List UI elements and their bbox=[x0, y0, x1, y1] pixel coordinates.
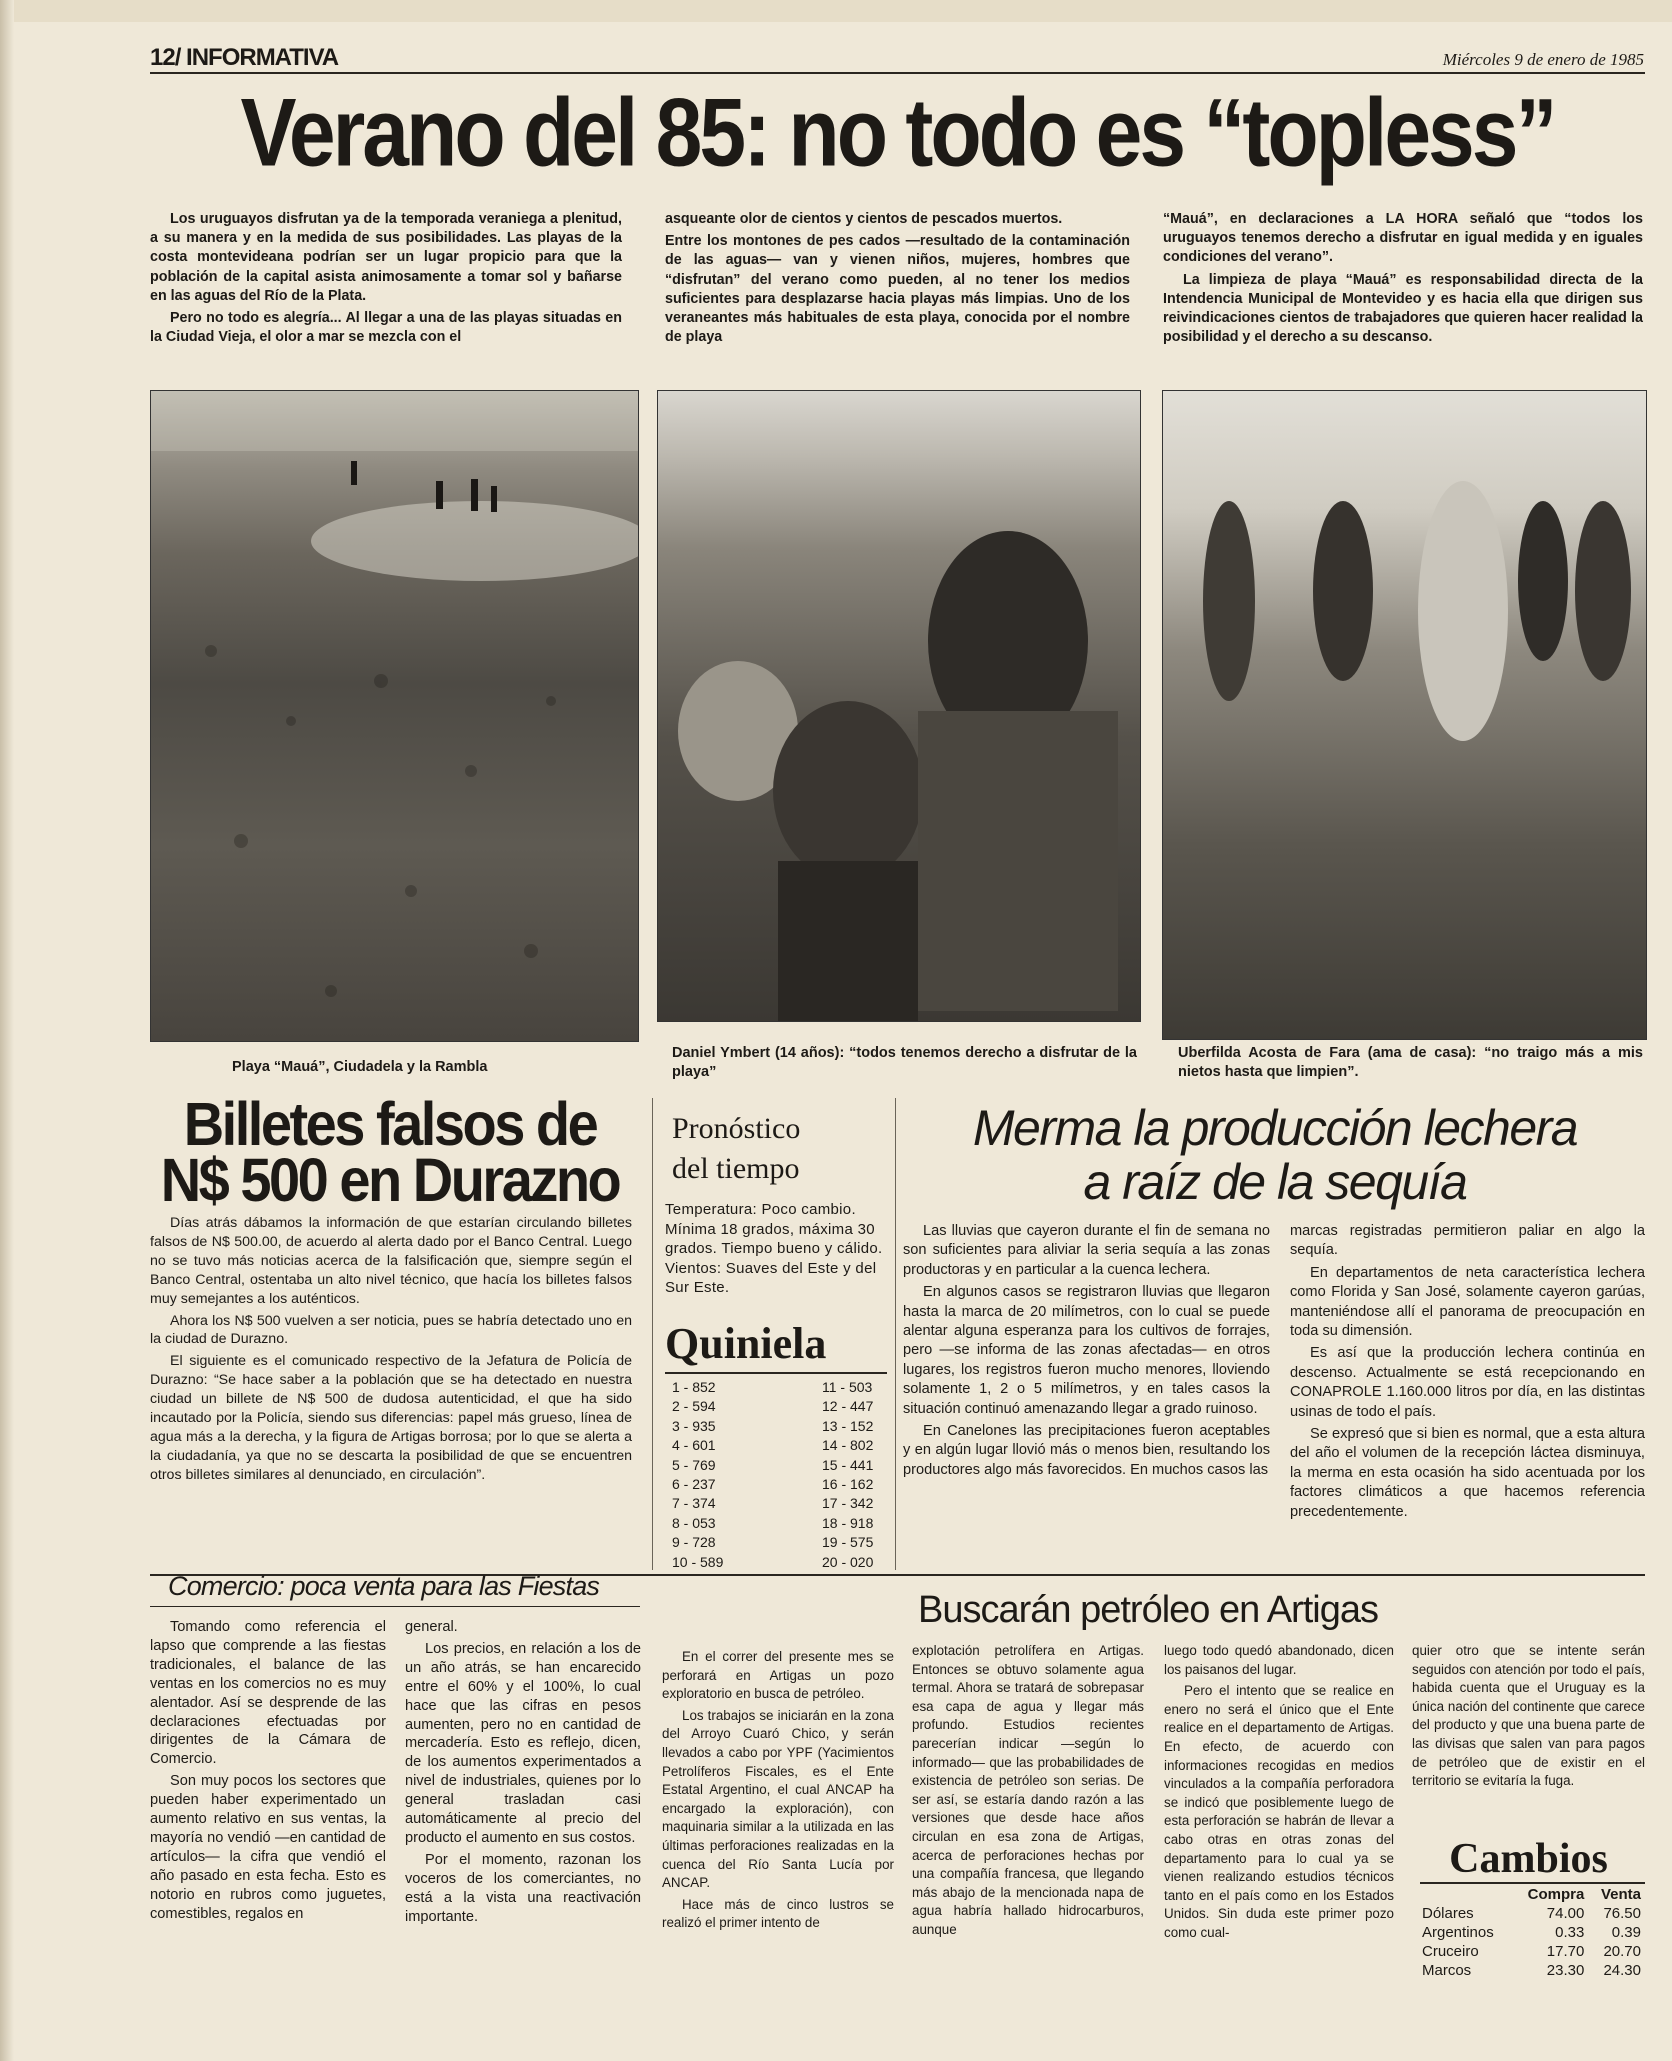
quiniela-number: 8 - 053 bbox=[672, 1514, 716, 1531]
cambios-title: Cambios bbox=[1449, 1836, 1608, 1882]
quiniela-number: 12 - 447 bbox=[822, 1398, 874, 1415]
paragraph: La limpieza de playa “Mauá” es responsabilidad directa de la Intendencia Municipal de Montevideo y es hacia ella que dirigen sus reivindicaciones cientos de trabajadores que quieren hacer realidad la posibilidad y el derecho a su descanso. bbox=[1163, 271, 1643, 346]
sell-rate: 20.70 bbox=[1603, 1943, 1641, 1960]
currency-name: Dólares bbox=[1422, 1905, 1474, 1922]
paragraph: Tomando como referencia el lapso que comprende a las fiestas tradicionales, el balance de las ventas en los comercios no es muy alentador. Así se desprende de las declaraciones efectuadas por dirigentes de la Cámara de Comercio. bbox=[150, 1619, 386, 1768]
paragraph: quier otro que se intente serán seguidos con atención por todo el país, habida cuenta que el Uruguay es la única nación del continente que carece del producto y que una buena parte de las divisas que salen van para pagos de petróleo que de existir en el territorio se evitaría la fuga. bbox=[1412, 1643, 1646, 1789]
billetes-body bbox=[150, 1214, 632, 1488]
photo-caption-beach: Playa “Mauá”, Ciudadela y la Rambla bbox=[232, 1059, 488, 1075]
paragraph: En departamentos de neta característica lechera como Florida y San José, solamente cayeron garúas, manteniéndose allí el panorama de preocupación en toda su dimensión. bbox=[1290, 1264, 1645, 1340]
quiniela-number: 20 - 020 bbox=[822, 1553, 874, 1570]
paragraph: Se expresó que si bien es normal, que a esta altura del año el volumen de la recepción láctea disminuya, la merma en esta ocasión ha sido acentuada por los factores climáticos a que hacemos referencia precedentemente. bbox=[1290, 1426, 1645, 1520]
paragraph: luego todo quedó abandonado, dicen los paisanos del lugar. bbox=[1164, 1643, 1394, 1677]
comercio-rule bbox=[150, 1606, 640, 1607]
paragraph: Ahora los N$ 500 vuelven a ser noticia, pues se habría detectado uno en la ciudad de Durazno. bbox=[150, 1312, 632, 1348]
paragraph: El siguiente es el comunicado respectivo de la Jefatura de Policía de Durazno: “Se hace saber a la población que se ha detectado en nuestra ciudad un billete de N$ 500 de dudosa autenticidad, el que ha sido incautado por la Policía, siendo sus diferencias: papel más grueso, línea de agua más a la derecha, y la figura de Artigas borrosa; por lo que se alerta a la ciudadanía, ya que no se descarta la posibilidad de que se encuentren otros billetes similares al denunciado, en circulación”. bbox=[150, 1353, 632, 1483]
lechera-headline-line1: Merma la producción lechera bbox=[972, 1100, 1578, 1156]
pronostico-title-line2: del tiempo bbox=[672, 1152, 800, 1185]
currency-name: Marcos bbox=[1422, 1962, 1472, 1979]
sell-rate: 0.39 bbox=[1611, 1924, 1641, 1941]
photo-caption-family: Uberfilda Acosta de Fara (ama de casa): “no traigo más a mis nietos hasta que limpien”. bbox=[1178, 1045, 1643, 1080]
quiniela-number: 16 - 162 bbox=[822, 1476, 874, 1493]
cambios-header-cell bbox=[1418, 1885, 1512, 1904]
cambios-header-cell: Venta bbox=[1600, 1886, 1641, 1903]
quiniela-number: 3 - 935 bbox=[672, 1417, 716, 1434]
sell-rate: 76.50 bbox=[1603, 1905, 1641, 1922]
paragraph: Pero el intento que se realice en enero no será el único que el Ente realice en el departamento de Artigas. En efecto, de acuerdo con informaciones recogidas en medios vinculados a la compañía perforadora se indicó que posiblemente luego de esta perforación se habrán de llevar a cabo otras en otras zonas del departamento para lo cual ya se vienen realizando estudios técnicos tanto en el país como en los Estados Unidos. Sin duda este primer pozo como cual- bbox=[1164, 1683, 1394, 1940]
quiniela-number: 17 - 342 bbox=[822, 1495, 874, 1512]
paragraph: Los trabajos se iniciarán en la zona del Arroyo Cuaró Chico, y serán llevados a cabo por YPF (Yacimientos Petrolíferos Fiscales, es el Ente Estatal Argentino, el cual ANCAP ha encargado la exploración), con maquinaria similar a la utilizada en las últimas perforaciones realizadas en la cuenca del Río Santa Lucía por ANCAP. bbox=[662, 1707, 894, 1891]
paragraph: Días atrás dábamos la información de que estarían circulando billetes falsos de N$ 500.00, de acuerdo al alerta dado por el Banco Central. Luego no se tuvo más noticias acerca de la falsificación que, siempre según el Banco Central, ostentaba un alto nivel técnico, que hacía los billetes falsos muy semejantes a los auténticos. bbox=[150, 1215, 632, 1307]
petroleo-col2 bbox=[912, 1642, 1144, 1943]
photo-caption-boys: Daniel Ymbert (14 años): “todos tenemos derecho a disfrutar de la playa” bbox=[672, 1045, 1137, 1080]
vertical-divider-left bbox=[652, 1098, 653, 1570]
quiniela-title: Quiniela bbox=[665, 1319, 827, 1368]
pronostico-text: Temperatura: Poco cambio. Mínima 18 grados, máxima 30 grados. Tiempo bueno y cálido. Vientos: Suaves del Este y del Sur Este. bbox=[665, 1201, 883, 1296]
paragraph: Los uruguayos disfrutan ya de la temporada veraniega a plenitud, a su manera y en la medida de sus posibilidades. Las playas de la costa montevideana podrían ser un lugar propicio para que la población de la capital asista animosamente a tomar sol y bañarse en las aguas del Río de la Plata. bbox=[150, 211, 622, 304]
buy-rate: 0.33 bbox=[1555, 1924, 1585, 1941]
vertical-divider-right bbox=[895, 1098, 896, 1570]
cambios-table bbox=[1418, 1885, 1645, 1980]
paragraph: Entre los montones de pes cados —resultado de la contaminación de las aguas— van y vienen niños, mujeres, hombres que “disfrutan” del verano como pueden, al no tener los medios suficientes para desplazarse hacia playas más limpias. Uno de los veraneantes más habituales de esta playa, conocida por el nombre de playa bbox=[665, 233, 1130, 346]
main-headline: Verano del 85: no todo es “topless” bbox=[240, 77, 1555, 187]
quiniela-right-list bbox=[822, 1378, 873, 1572]
quiniela-number: 1 - 852 bbox=[672, 1379, 716, 1395]
quiniela-number: 2 - 594 bbox=[672, 1398, 716, 1415]
page-edge bbox=[0, 0, 14, 2061]
family-photo-art bbox=[1163, 391, 1646, 1039]
comercio-col1 bbox=[150, 1618, 386, 1927]
cambios-header-row bbox=[1418, 1885, 1645, 1904]
beach-photo-art bbox=[151, 391, 638, 1041]
quiniela-number: 10 - 589 bbox=[672, 1553, 724, 1570]
boys-photo-art bbox=[658, 391, 1140, 1021]
quiniela-number: 14 - 802 bbox=[822, 1437, 874, 1454]
main-story-col2 bbox=[665, 210, 1130, 350]
quiniela-number: 6 - 237 bbox=[672, 1476, 716, 1493]
currency-name: Cruceiro bbox=[1422, 1943, 1479, 1960]
cambios-row bbox=[1418, 1961, 1645, 1980]
buy-rate: 17.70 bbox=[1546, 1943, 1585, 1960]
section-label: 12/ INFORMATIVA bbox=[150, 44, 339, 71]
cambios-row bbox=[1418, 1923, 1645, 1942]
cambios-row bbox=[1418, 1942, 1645, 1961]
main-story-col1 bbox=[150, 210, 622, 350]
family-photo bbox=[1162, 390, 1647, 1040]
top-margin-strip bbox=[0, 0, 1672, 22]
quiniela-number: 11 - 503 bbox=[822, 1379, 873, 1395]
paragraph: marcas registradas permitieron paliar en algo la sequía. bbox=[1290, 1223, 1645, 1259]
lechera-col1 bbox=[903, 1222, 1270, 1483]
buy-rate: 74.00 bbox=[1546, 1905, 1585, 1922]
lechera-col2 bbox=[1290, 1222, 1645, 1525]
quiniela-number: 15 - 441 bbox=[822, 1456, 874, 1473]
cambios-row bbox=[1418, 1904, 1645, 1923]
beach-photo bbox=[150, 390, 639, 1042]
paragraph: Hace más de cinco lustros se realizó el primer intento de bbox=[662, 1896, 894, 1931]
pronostico-title-line1: Pronóstico bbox=[672, 1112, 801, 1145]
issue-date: Miércoles 9 de enero de 1985 bbox=[1442, 50, 1644, 69]
paragraph: Son muy pocos los sectores que pueden haber experimentado un aumento relativo en sus ventas, la mayoría no vendió —en cantidad de artículos— la cifra que vendió el año pasado en esta fecha. Esto es notorio en rubros como juguetes, comestibles, regalos en bbox=[150, 1773, 386, 1922]
comercio-col2 bbox=[405, 1618, 641, 1930]
cambios-header-cell: Compra bbox=[1527, 1886, 1585, 1903]
paragraph: Es así que la producción lechera continúa en descenso. Actualmente se está recepcionando en CONAPROLE 1.160.000 litros por día, en las distintas usinas de todo el país. bbox=[1290, 1345, 1645, 1420]
main-story-col3 bbox=[1163, 210, 1643, 350]
paragraph: Por el momento, razonan los voceros de los comerciantes, no está a la vista una reactivación importante. bbox=[405, 1851, 641, 1925]
buy-rate: 23.30 bbox=[1546, 1962, 1585, 1979]
comercio-headline: Comercio: poca venta para las Fiestas bbox=[168, 1571, 600, 1601]
paragraph: En Canelones las precipitaciones fueron aceptables y en algún lugar llovió más o menos bien, resultando los productores algo más favorecidos. En muchos casos las bbox=[903, 1423, 1270, 1478]
boys-photo bbox=[657, 390, 1141, 1022]
quiniela-left-list bbox=[672, 1378, 723, 1572]
currency-name: Argentinos bbox=[1422, 1924, 1494, 1941]
paragraph: Las lluvias que cayeron durante el fin de semana no son suficientes para aliviar la seria sequía a las zonas productoras y en particular a la cuenca lechera. bbox=[903, 1223, 1270, 1278]
cambios-rule bbox=[1420, 1882, 1645, 1884]
quiniela-number: 9 - 728 bbox=[672, 1534, 716, 1551]
billetes-headline-line2: N$ 500 en Durazno bbox=[160, 1144, 620, 1215]
lechera-headline-line2: a raíz de la sequía bbox=[1083, 1154, 1467, 1210]
paragraph: general. bbox=[405, 1619, 458, 1635]
masthead-rule bbox=[150, 72, 1645, 74]
paragraph: En algunos casos se registraron lluvias que llegaron hasta la marca de 20 milímetros, con lo cual se puede alentar alguna esperanza para los cultivos de forrajes, pero —se informa de las zonas afectadas— en otros lugares, los registros fueron mucho menores, lloviendo solamente 1, 2 o 5 milímetros, y en tales casos la situación continuó amenazando llegar a grado ruinoso. bbox=[903, 1284, 1270, 1417]
billetes-headline-line1: Billetes falsos de bbox=[183, 1088, 597, 1159]
sell-rate: 24.30 bbox=[1603, 1962, 1641, 1979]
quiniela-number: 19 - 575 bbox=[822, 1534, 874, 1551]
paragraph: En el correr del presente mes se perforará en Artigas un pozo exploratorio en busca de petróleo. bbox=[662, 1649, 894, 1702]
paragraph: “Mauá”, en declaraciones a LA HORA señaló que “todos los uruguayos tenemos derecho a disfrutar en igual medida y en iguales condiciones del verano”. bbox=[1163, 211, 1643, 266]
petroleo-col1 bbox=[662, 1648, 894, 1936]
paragraph: Pero no todo es alegría... Al llegar a una de las playas situadas en la Ciudad Vieja, el olor a mar se mezcla con el bbox=[150, 310, 622, 346]
petroleo-headline: Buscarán petróleo en Artigas bbox=[918, 1589, 1378, 1631]
quiniela-number: 7 - 374 bbox=[672, 1495, 716, 1512]
quiniela-number: 4 - 601 bbox=[672, 1437, 716, 1454]
paragraph: Los precios, en relación a los de un año atrás, se han encarecido entre el 60% y el 100%, lo cual hace que las cifras en pesos aumenten, pero no en cantidad de mercadería. Esto es reflejo, dicen, de los aumentos experimentados a nivel de industriales, quienes por lo general trasladan casi automáticamente al precio del producto el aumento en sus costos. bbox=[405, 1640, 641, 1846]
paragraph: asqueante olor de cientos y cientos de pescados muertos. bbox=[665, 211, 1063, 227]
quiniela-rule bbox=[665, 1372, 887, 1374]
quiniela-number: 5 - 769 bbox=[672, 1456, 716, 1473]
petroleo-col4 bbox=[1412, 1642, 1645, 1794]
petroleo-col3 bbox=[1164, 1642, 1394, 1946]
quiniela-number: 13 - 152 bbox=[822, 1417, 874, 1434]
quiniela-number: 18 - 918 bbox=[822, 1514, 874, 1531]
paragraph: explotación petrolífera en Artigas. Entonces se obtuvo solamente agua termal. Ahora se tratará de sobrepasar esa capa de agua y llegar más profundo. Estudios recientes parecerían indicar —según lo informado— que las probabilidades de existencia de petróleo son serias. De ser así, se estaría dando razón a las versiones que desde hace años circulan en esa zona de Artigas, acerca de perforaciones hechas por una compañía francesa, que llegando más abajo de la mencionada napa de agua habría hallado hidrocarburos, aunque bbox=[912, 1643, 1144, 1937]
